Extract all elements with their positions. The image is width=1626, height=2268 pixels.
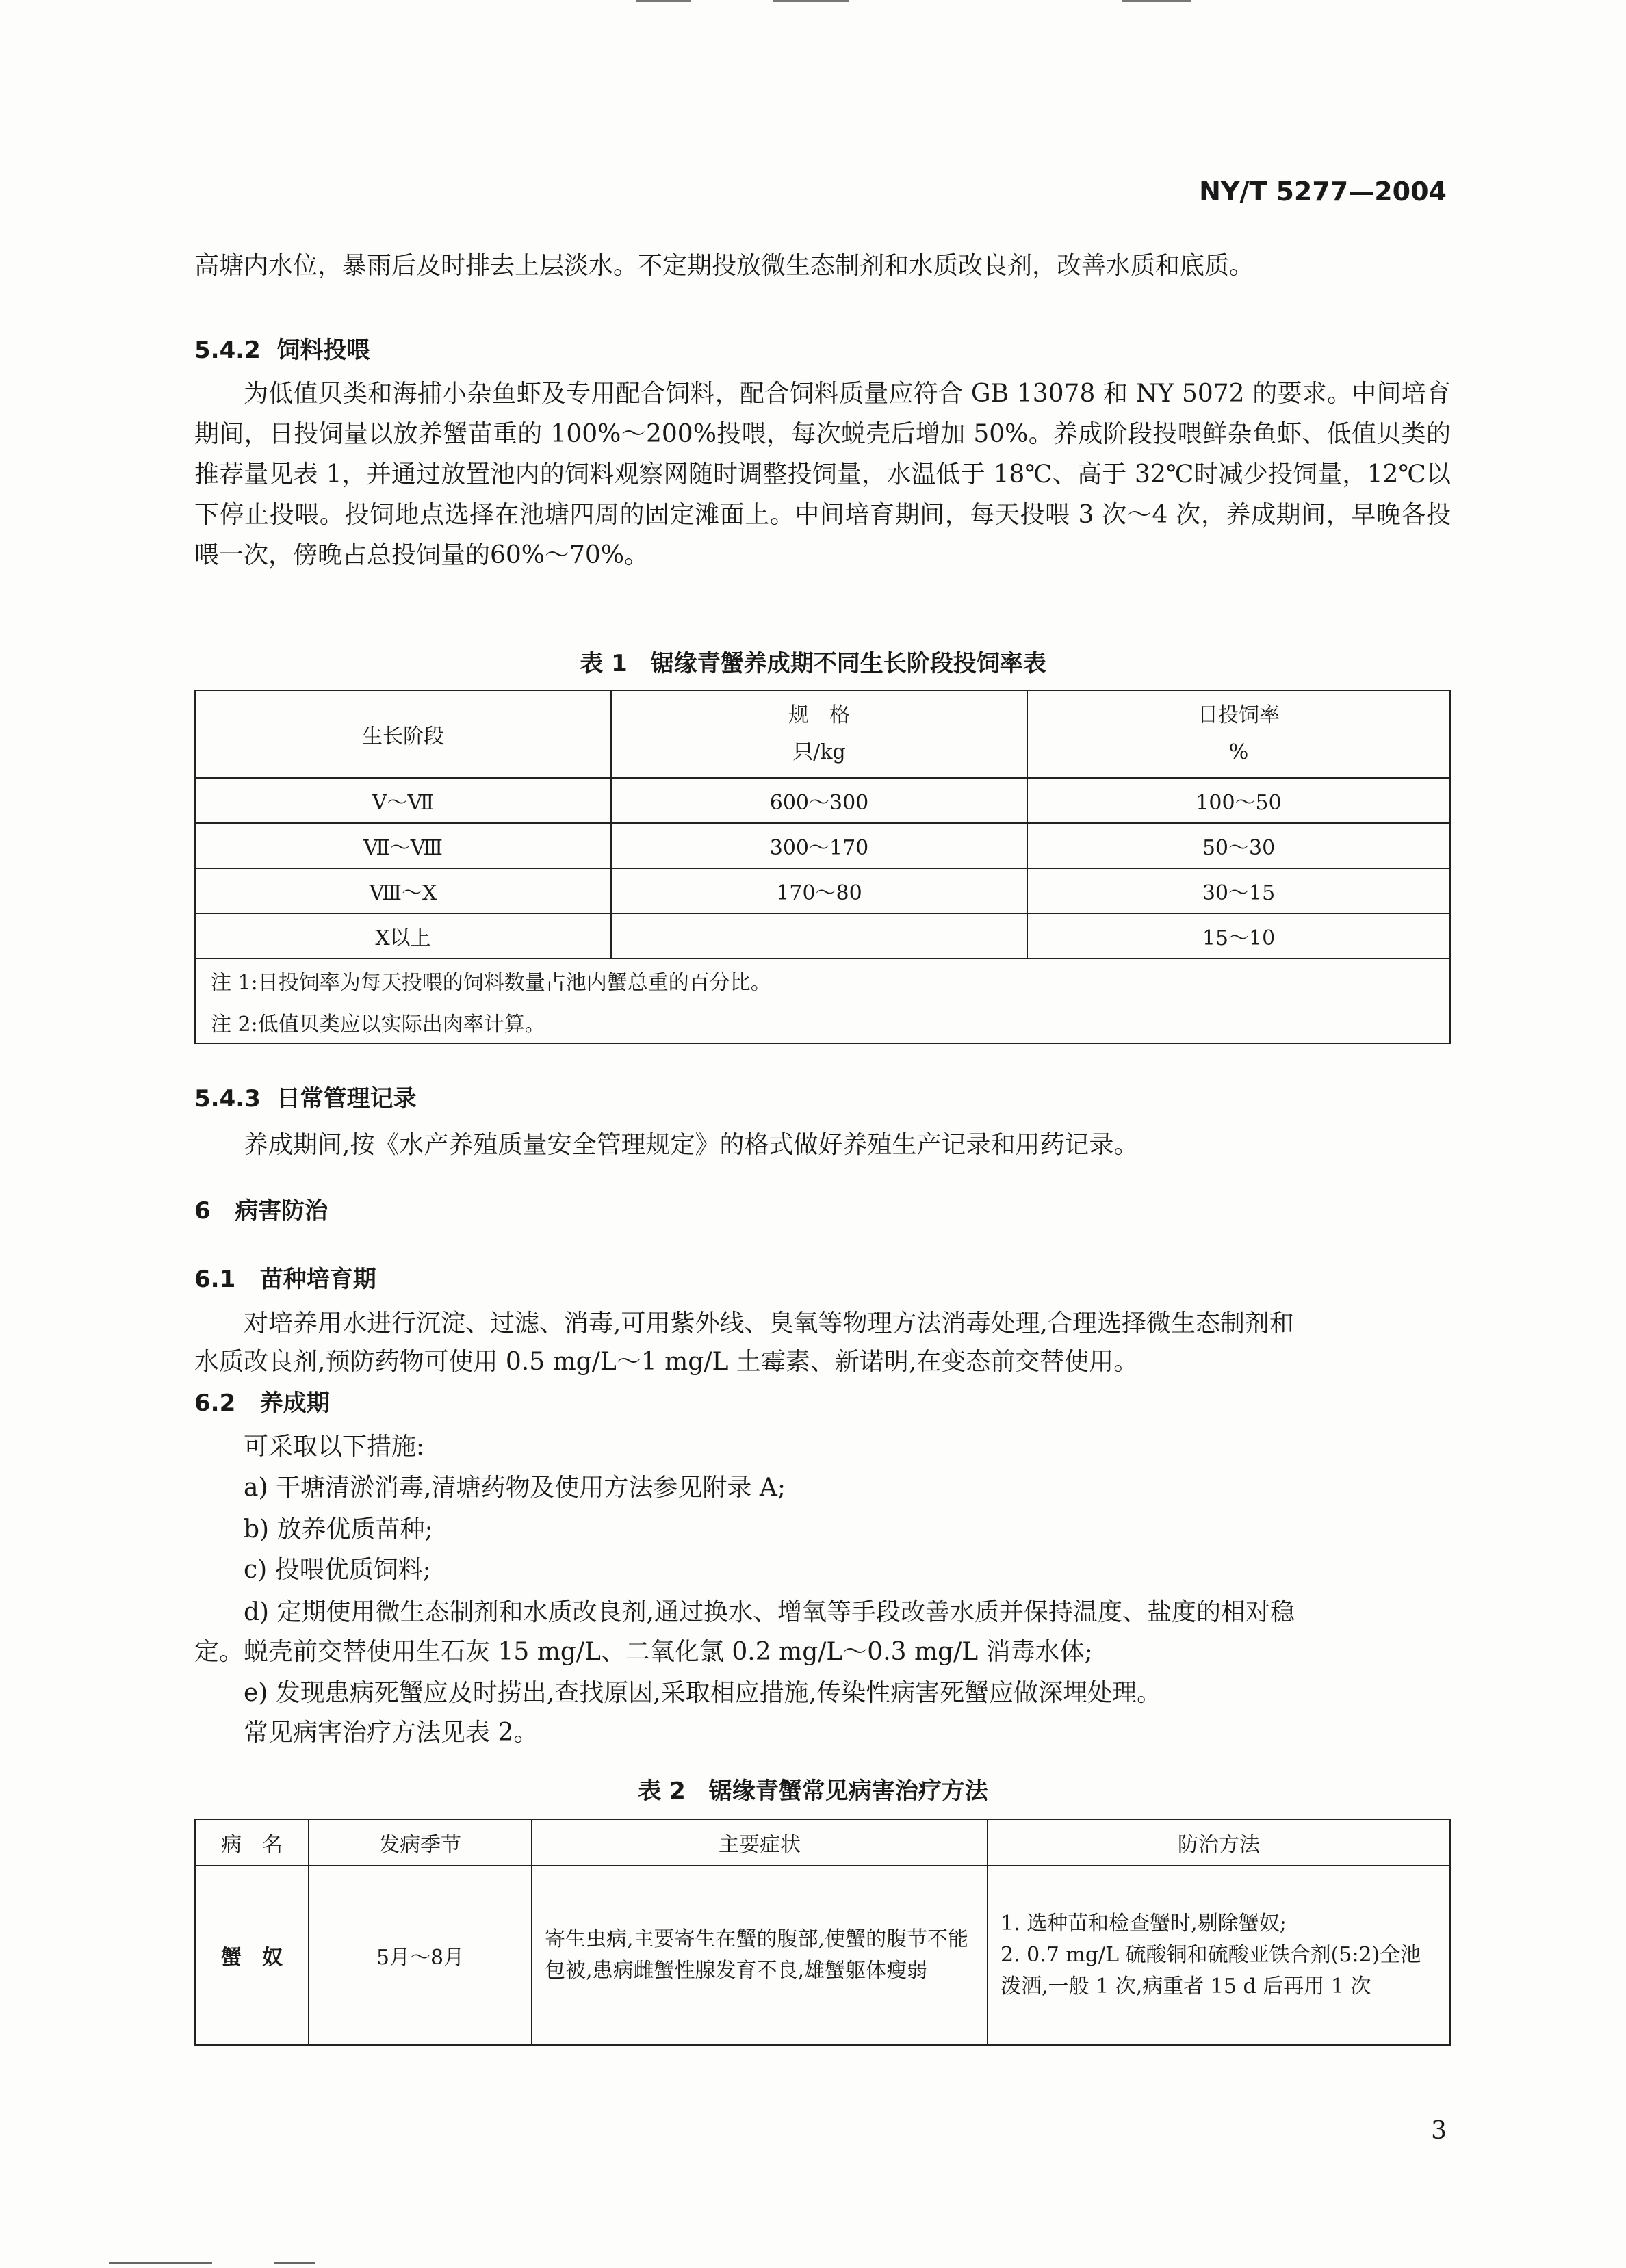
table1-header-rate-name: 日投饲率	[1198, 703, 1280, 727]
list-item-c: c) 投喂优质饲料;	[244, 1556, 431, 1584]
table1-cell-stage: Ⅶ～Ⅷ	[195, 823, 611, 868]
section-number: 6	[194, 1197, 211, 1225]
section-title: 病害防治	[235, 1197, 328, 1225]
scan-mark	[109, 2262, 212, 2264]
paragraph-feeding: 为低值贝类和海捕小杂鱼虾及专用配合饲料，配合饲料质量应符合 GB 13078 和 NY 5072 的要求。中间培育期间，日投饲量以放养蟹苗重的 100%～200%投喂，每次蜕壳后增加 50%。养成阶段投喂鲜杂鱼虾、低值贝类的推荐量见表 1，并通过放置池内的饲料观察网随时调整投饲量，水温低于 18℃、高于 32℃时减少投饲量，12℃以下停止投喂。投饲地点选择在池塘四周的固定滩面上。中间培育期间，每天投喂 3 次～4 次，养成期间，早晚各投喂一次，傍晚占总投饲量的60%～70%。	[194, 380, 1451, 569]
measures-intro: 可采取以下措施:	[244, 1433, 425, 1461]
table1-cell-spec: 170～80	[611, 868, 1027, 913]
table1-cell-rate: 50～30	[1027, 823, 1450, 868]
section-title: 日常管理记录	[276, 1085, 417, 1112]
section-5-4-2-heading	[194, 334, 370, 367]
section-title: 养成期	[259, 1390, 330, 1417]
table2-method-1: 1. 选种苗和检查蟹时,剔除蟹奴;	[1001, 1912, 1287, 1935]
standard-number: NY/T 5277—2004	[1199, 177, 1447, 207]
paragraph-water-quality: 高塘内水位，暴雨后及时排去上层淡水。不定期投放微生态制剂和水质改良剂，改善水质和底质。	[194, 252, 1254, 280]
table1-cell-spec: 600～300	[611, 778, 1027, 823]
scan-mark	[636, 0, 691, 2]
table-row	[195, 1866, 1450, 2045]
section-number: 6.1	[194, 1266, 236, 1293]
list-item-e: e) 发现患病死蟹应及时捞出,查找原因,采取相应措施,传染性病害死蟹应做深埋处理。	[244, 1679, 1162, 1707]
table1-header-rate	[1027, 690, 1450, 778]
table2-cell-symptom: 寄生虫病,主要寄生在蟹的腹部,使蟹的腹节不能包被,患病雌蟹性腺发育不良,雄蟹躯体瘦弱	[532, 1866, 988, 2045]
table1-caption: 表 1 锯缘青蟹养成期不同生长阶段投饲率表	[580, 650, 1046, 677]
table-row	[195, 823, 1450, 868]
table1-header-spec	[611, 690, 1027, 778]
table1-cell-stage: Ⅷ～Ⅹ	[195, 868, 611, 913]
section-title: 苗种培育期	[259, 1266, 376, 1293]
table1-cell-spec	[611, 913, 1027, 959]
table2-header-name: 病 名	[195, 1819, 309, 1866]
table1-cell-rate: 30～15	[1027, 868, 1450, 913]
table1-note-1: 注 1:日投饲率为每天投喂的饲料数量占池内蟹总重的百分比。	[195, 959, 1450, 1001]
section-number: 5.4.2	[194, 337, 261, 364]
table1-header-spec-name: 规 格	[788, 703, 850, 727]
table1-cell-stage: Ⅹ以上	[195, 913, 611, 959]
scan-mark	[773, 0, 849, 2]
paragraph-seedling-line-1: 对培养用水进行沉淀、过滤、消毒,可用紫外线、臭氧等物理方法消毒处理,合理选择微生态制剂和	[244, 1309, 1294, 1338]
table2-caption: 表 2 锯缘青蟹常见病害治疗方法	[638, 1777, 988, 1805]
paragraph-records: 养成期间,按《水产养殖质量安全管理规定》的格式做好养殖生产记录和用药记录。	[244, 1131, 1139, 1159]
list-item-a: a) 干塘清淤消毒,清塘药物及使用方法参见附录 A;	[244, 1474, 786, 1502]
table2-cell-season: 5月～8月	[309, 1866, 532, 2045]
table-2	[194, 1819, 1451, 2046]
section-number: 6.2	[194, 1390, 236, 1417]
page-number: 3	[1431, 2117, 1447, 2145]
table-row	[195, 913, 1450, 959]
table2-method-2: 2. 0.7 mg/L 硫酸铜和硫酸亚铁合剂(5:2)全池泼洒,一般 1 次,病重者 15 d 后再用 1 次	[1001, 1943, 1421, 1998]
list-item-d-line-1: d) 定期使用微生态制剂和水质改良剂,通过换水、增氧等手段改善水质并保持温度、盐度的相对稳	[244, 1598, 1295, 1626]
table1-cell-rate: 100～50	[1027, 778, 1450, 823]
paragraph-seedling-line-2: 水质改良剂,预防药物可使用 0.5 mg/L～1 mg/L 土霉素、新诺明,在变态前交替使用。	[194, 1348, 1139, 1376]
table2-reference: 常见病害治疗方法见表 2。	[244, 1719, 539, 1747]
table-row	[195, 778, 1450, 823]
table-row	[195, 868, 1450, 913]
table1-header-rate-unit: %	[1228, 740, 1249, 764]
section-number: 5.4.3	[194, 1085, 261, 1112]
table1-cell-stage: Ⅴ～Ⅶ	[195, 778, 611, 823]
section-6-2-heading	[194, 1387, 330, 1420]
list-item-b: b) 放养优质苗种;	[244, 1515, 433, 1543]
list-item-d-line-2: 定。蜕壳前交替使用生石灰 15 mg/L、二氧化氯 0.2 mg/L～0.3 mg/L 消毒水体;	[194, 1638, 1093, 1666]
section-6-heading	[194, 1195, 328, 1227]
table1-cell-spec: 300～170	[611, 823, 1027, 868]
section-5-4-3-heading	[194, 1082, 417, 1115]
table2-header-season: 发病季节	[309, 1819, 532, 1866]
scan-mark	[1122, 0, 1191, 2]
table1-header-spec-unit: 只/kg	[792, 740, 846, 764]
table1-cell-rate: 15～10	[1027, 913, 1450, 959]
table1-note-2: 注 2:低值贝类应以实际出肉率计算。	[195, 1001, 1450, 1043]
section-title: 饲料投喂	[276, 337, 370, 364]
table1-header-stage: 生长阶段	[195, 690, 611, 778]
table-1	[194, 690, 1451, 1044]
section-6-1-heading	[194, 1263, 376, 1296]
table2-cell-method	[988, 1866, 1450, 2045]
table2-cell-name: 蟹 奴	[195, 1866, 309, 2045]
table2-header-method: 防治方法	[988, 1819, 1450, 1866]
table2-header-symptom: 主要症状	[532, 1819, 988, 1866]
scan-mark	[274, 2262, 315, 2264]
